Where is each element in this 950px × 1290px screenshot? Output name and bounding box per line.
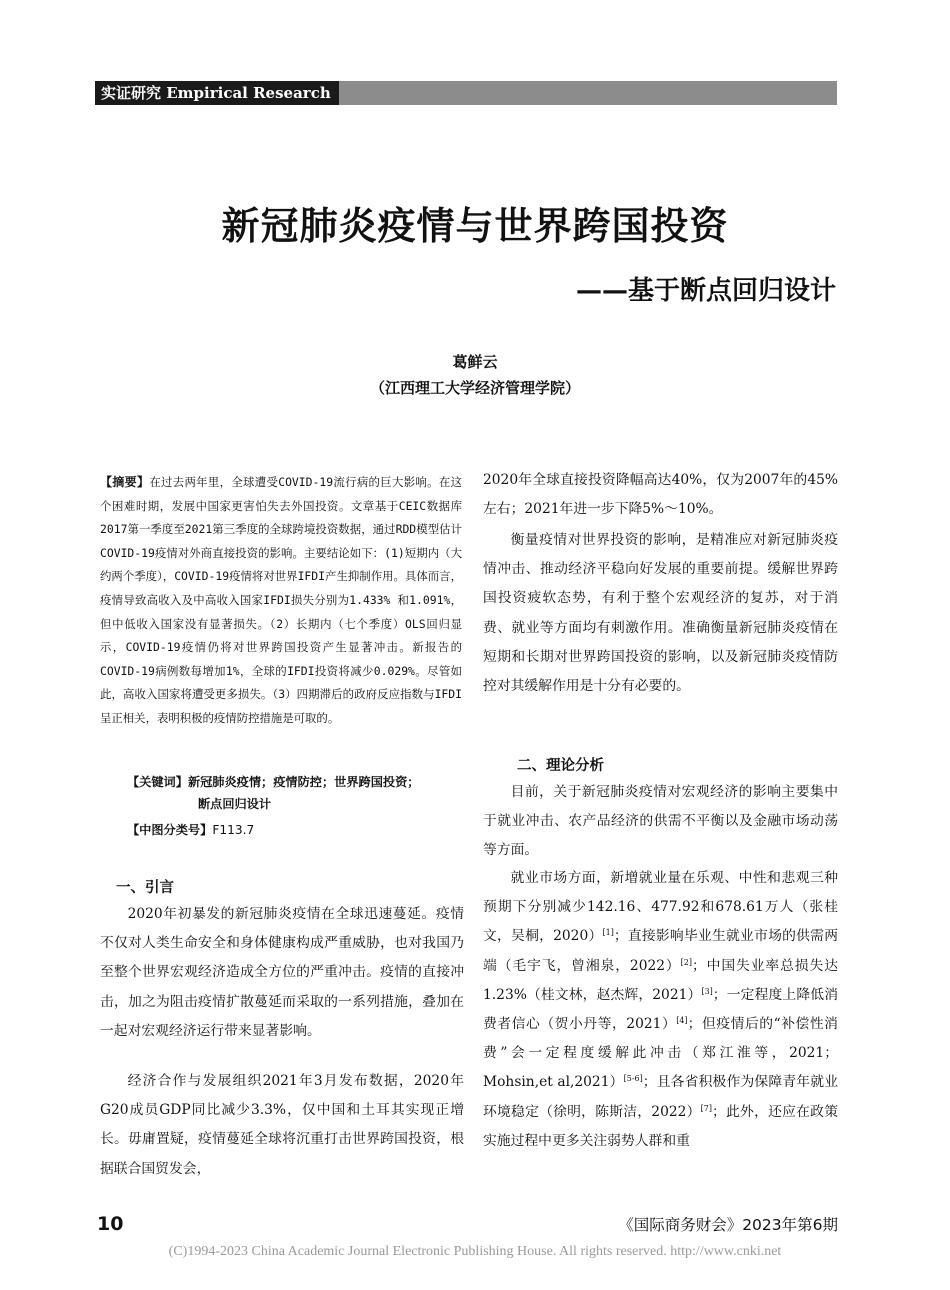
intro-paragraph-1: 2020年初暴发的新冠肺炎疫情在全球迅速蔓延。疫情不仅对人类生命安全和身体健康构成严重威胁，也对我国乃至整个世界宏观经济造成全方位的严重冲击。疫情的直接冲击，加之为阻击疫情扩散蔓延而采取的一系列措施，叠加在一起对宏观经济运行带来显著影响。 — [100, 906, 464, 1039]
article-title: 新冠肺炎疫情与世界跨国投资 — [221, 204, 729, 248]
abstract-label: 【摘要】 — [100, 475, 150, 489]
text-run: ；中国失业率总损失达1.23%（桂文林，赵杰辉，2021） — [483, 957, 838, 1003]
journal-info: 《国际商务财会》2023年第6期 — [618, 1216, 838, 1234]
text-run: ；但疫情后的“补偿性消费”会一定程度缓解此冲击（郑江淮等，2021；Mohsin,et al,2021） — [483, 1016, 838, 1091]
keywords-label: 【关键词】 — [127, 775, 188, 789]
text-run: ；直接影响毕业生就业市场的供需两端（毛宇飞，曾湘泉，2022） — [483, 928, 838, 974]
classification-value: F113.7 — [212, 823, 255, 837]
text-run: ；一定程度上降低消费者信心（贺小丹等，2021） — [483, 986, 838, 1033]
classification — [127, 821, 254, 838]
citation-ref: [4] — [676, 1016, 688, 1026]
section-heading-theory: 二、理论分析 — [517, 758, 604, 774]
page-number: 10 — [97, 1213, 124, 1235]
abstract — [100, 471, 462, 731]
keywords-line2: 断点回归设计 — [198, 797, 272, 811]
text-run: ；此外，还应在政策实施过程中更多关注弱势人群和重 — [483, 1103, 838, 1149]
citation-ref: [7] — [700, 1103, 712, 1113]
right-col-continuation: 2020年全球直接投资降幅高达40%，仅为2007年的45%左右；2021年进一步下降5%～10%。 — [483, 472, 838, 518]
text-run: 就业市场方面，新增就业量在乐观、中性和悲观三种预期下分别减少142.16、477.92和678.61万人（张桂文，吴桐，2020） — [483, 870, 838, 945]
keywords — [127, 771, 467, 794]
theory-paragraph-2 — [483, 864, 838, 1156]
theory-paragraph-1: 目前，关于新冠肺炎疫情对宏观经济的影响主要集中于就业冲击、农产品经济的供需不平衡以及金融市场动荡等方面。 — [483, 784, 838, 859]
article-subtitle: ——基于断点回归设计 — [575, 276, 836, 306]
citation-ref: [1] — [602, 928, 614, 938]
citation-ref: [3] — [701, 986, 713, 996]
section-heading-intro: 一、引言 — [116, 880, 174, 896]
keywords-line1: 新冠肺炎疫情；疫情防控；世界跨国投资； — [187, 775, 420, 789]
copyright-notice: (C)1994-2023 China Academic Journal Electronic Publishing House. All rights reserved. http://www.cnki.net — [168, 1244, 782, 1259]
citation-ref: [5-6] — [623, 1074, 643, 1084]
author: 葛鲜云 — [452, 353, 498, 371]
citation-ref: [2] — [680, 957, 692, 967]
classification-label: 【中图分类号】 — [127, 823, 213, 837]
intro-paragraph-2: 经济合作与发展组织2021年3月发布数据，2020年G20成员GDP同比减少3.3%，仅中国和土耳其实现正增长。毋庸置疑，疫情蔓延全球将沉重打击世界跨国投资，根据联合国贸发会， — [100, 1073, 464, 1177]
right-col-paragraph-1: 衡量疫情对世界投资的影响，是精准应对新冠肺炎疫情冲击、推动经济平稳向好发展的重要前提。缓解世界跨国投资疲软态势，有利于整个宏观经济的复苏，对于消费、就业等方面均有刺激作用。准确衡量新冠肺炎疫情在短期和长期对世界跨国投资的影响，以及新冠肺炎疫情防控对其缓解作用是十分有必要的。 — [483, 532, 838, 695]
text-run: ；且各省积极作为保障青年就业环境稳定（徐明，陈斯洁，2022） — [483, 1074, 838, 1120]
section-tag: 实证研究 Empirical Research — [95, 81, 339, 105]
affiliation: （江西理工大学经济管理学院） — [369, 379, 580, 397]
abstract-text: 在过去两年里，全球遭受COVID-19流行病的巨大影响。在这个困难时期，发展中国家更害怕失去外国投资。文章基于CEIC数据库2017第一季度至2021第三季度的全球跨境投资数据，通过RDD模型估计COVID-19疫情对外商直接投资的影响。主要结论如下：(1)短期内（大约两个季度），COVID-19疫情将对世界IFDI产生抑制作用。具体而言，疫情导致高收入及中高收入国家IFDI损失分别为1.433% 和1.091%，但中低收入国家没有显著损失。（2）长期内（七个季度）OLS回归显示，COVID-19疫情仍将对世界跨国投资产生显著冲击。新报告的COVID-19病例数每增加1%，全球的IFDI投资将减少0.029%。尽管如此，高收入国家将遭受更多损失。（3）四期滞后的政府反应指数与IFDI呈正相关，表明积极的疫情防控措施是可取的。 — [100, 475, 462, 725]
